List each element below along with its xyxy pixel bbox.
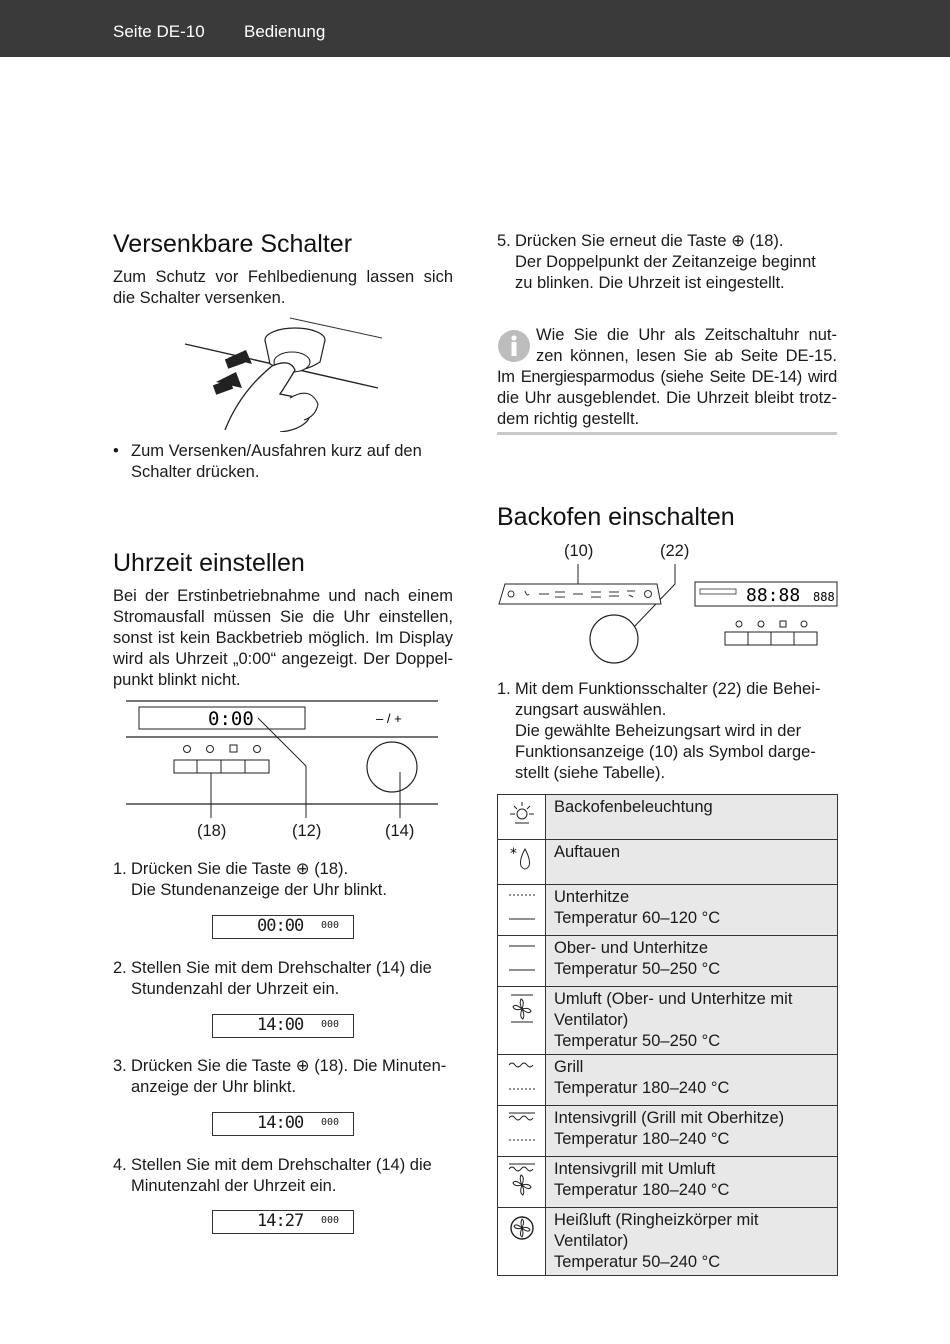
uhr-step-5	[497, 231, 842, 294]
intensive-grill-fan-icon	[498, 1157, 546, 1208]
text-line: Stellen Sie mit dem Drehschalter (14) die	[131, 1156, 432, 1174]
page-number: Seite DE-10	[113, 22, 205, 41]
text-line: zungsart auswählen.	[515, 701, 667, 719]
table-row	[498, 1157, 838, 1208]
text-line: die Uhr ausgeblendet. Die Uhrzeit bleibt trotz-	[497, 389, 837, 407]
label-18: (18)	[197, 822, 227, 840]
step-number: 1.	[113, 860, 127, 878]
step-number: 1.	[497, 680, 511, 698]
duration-icon	[230, 745, 237, 752]
uhr-step-4	[113, 1155, 458, 1197]
heading-backofen-einschalten: Backofen einschalten	[497, 503, 735, 531]
lcd-display-step-4	[212, 1210, 354, 1234]
uhr-step-1	[113, 859, 458, 901]
bottom-heat-icon	[498, 885, 546, 936]
mode-label: Auftauen	[554, 843, 621, 861]
lcd-display-step-2	[212, 1014, 354, 1038]
table-row	[498, 936, 838, 987]
text-line: Im Energiesparmodus (siehe Seite DE-14) wird	[497, 368, 837, 386]
lcd-time: 14:00	[257, 1015, 304, 1035]
text-line: Stellen Sie mit dem Drehschalter (14) die	[131, 959, 432, 977]
lcd-display-step-3	[212, 1112, 354, 1136]
table-row	[498, 795, 838, 840]
text-line: punkt blinkt nicht.	[113, 671, 241, 689]
text-line: Drücken Sie die Taste ⊕ (18).	[131, 860, 349, 878]
table-row	[498, 1208, 838, 1276]
uhrzeit-intro	[113, 586, 453, 691]
label-22: (22)	[660, 542, 690, 560]
text-line: Stromausfall müssen Sie die Uhr einstellen,	[113, 608, 453, 626]
text-line: wird als Uhrzeit „0:00“ angezeigt. Der Doppel-	[113, 650, 453, 668]
mode-label: Ober- und Unterhitze	[554, 939, 709, 957]
oven-panel-diagram	[497, 560, 838, 666]
mode-label: Ventilator)	[554, 1232, 629, 1250]
heading-uhrzeit-einstellen: Uhrzeit einstellen	[113, 549, 305, 577]
lcd-time: 00:00	[257, 916, 304, 936]
text-line: dem richtig gestellt.	[497, 410, 640, 428]
mode-label: Heißluft (Ringheizkörper mit	[554, 1211, 759, 1229]
backofen-step-1	[497, 679, 842, 784]
uhr-step-3	[113, 1056, 458, 1098]
heading-versenkbare-schalter: Versenkbare Schalter	[113, 230, 353, 258]
hot-air-icon	[498, 1208, 546, 1276]
text-line: Funktionsanzeige (10) als Symbol darge-	[515, 743, 816, 761]
mode-temp: Temperatur 50–250 °C	[554, 960, 721, 978]
heating-modes-table	[497, 794, 838, 1276]
text-line: Schalter drücken.	[131, 463, 260, 481]
mode-label: Intensivgrill (Grill mit Oberhitze)	[554, 1109, 785, 1127]
svg-text:*: *	[509, 846, 517, 862]
bullet-versenken	[113, 441, 453, 483]
oven-display-time: 88:88	[746, 585, 801, 606]
grill-icon	[498, 1055, 546, 1106]
mode-label: Grill	[554, 1058, 584, 1076]
label-10: (10)	[564, 542, 594, 560]
text-line: Bei der Erstinbetriebnahme und nach einem	[113, 587, 453, 605]
text-line: Zum Schutz vor Fehlbedienung lassen sich	[113, 268, 453, 286]
panel-display-text: 0:00	[208, 708, 254, 730]
fan-top-bottom-icon	[498, 987, 546, 1055]
mode-temp: Temperatur 50–250 °C	[554, 1032, 721, 1050]
text-line: Wie Sie die Uhr als Zeitschaltuhr nut-	[536, 326, 837, 344]
text-line: Die Stundenanzeige der Uhr blinkt.	[131, 881, 387, 899]
lcd-small: 000	[321, 1215, 340, 1226]
text-line: zen können, lesen Sie ab Seite DE-15.	[536, 347, 837, 365]
mode-label: Unterhitze	[554, 888, 630, 906]
lcd-display-step-1	[212, 915, 354, 939]
table-row	[498, 840, 838, 885]
end-time-icon	[254, 746, 261, 753]
table-row	[498, 987, 838, 1055]
bullet-icon: •	[113, 442, 119, 460]
text-line: Der Doppelpunkt der Zeitanzeige beginnt	[515, 253, 816, 271]
note-divider	[497, 432, 837, 435]
lcd-small: 000	[321, 1117, 340, 1128]
label-14: (14)	[385, 822, 415, 840]
uhr-step-2	[113, 958, 458, 1000]
mode-temp: Temperatur 180–240 °C	[554, 1079, 730, 1097]
text-line: stellt (siehe Tabelle).	[515, 764, 666, 782]
top-bottom-heat-icon	[498, 936, 546, 987]
lamp-icon	[498, 795, 546, 840]
function-knob	[590, 615, 638, 663]
mode-label: Ventilator)	[554, 1011, 629, 1029]
knob-press-illustration	[180, 312, 390, 432]
text-line: sonst ist kein Backbetrieb möglich. Im Display	[113, 629, 453, 647]
section-name: Bedienung	[244, 22, 326, 41]
step-number: 3.	[113, 1057, 127, 1075]
step-number: 4.	[113, 1156, 127, 1174]
label-12: (12)	[292, 822, 322, 840]
text-line: Zum Versenken/Ausfahren kurz auf den	[131, 442, 422, 460]
lcd-time: 14:00	[257, 1113, 304, 1133]
plus-minus-label: – / +	[376, 711, 402, 726]
table-row	[498, 1106, 838, 1157]
versenkbar-intro	[113, 267, 453, 309]
mode-label: Umluft (Ober- und Unterhitze mit	[554, 990, 793, 1008]
mode-temp: Temperatur 180–240 °C	[554, 1130, 730, 1148]
info-note	[497, 325, 837, 430]
table-row	[498, 1055, 838, 1106]
text-line: Mit dem Funktionsschalter (22) die Behei-	[515, 680, 821, 698]
mode-temp: Temperatur 50–240 °C	[554, 1253, 721, 1271]
text-line: Drücken Sie erneut die Taste ⊕ (18).	[515, 232, 784, 250]
step-number: 2.	[113, 959, 127, 977]
text-line: die Schalter versenken.	[113, 289, 286, 307]
defrost-icon	[498, 840, 546, 885]
lcd-small: 000	[321, 1019, 340, 1030]
mode-label: Backofenbeleuchtung	[554, 798, 713, 816]
lcd-small: 000	[321, 920, 340, 931]
intensive-grill-icon	[498, 1106, 546, 1157]
alarm-icon	[184, 746, 191, 753]
step-number: 5.	[497, 232, 511, 250]
rotary-knob	[367, 742, 417, 792]
mode-temp: Temperatur 180–240 °C	[554, 1181, 730, 1199]
oven-display-small: 888	[813, 590, 835, 604]
text-line: Drücken Sie die Taste ⊕ (18). Die Minuten-	[131, 1057, 447, 1075]
mode-label: Intensivgrill mit Umluft	[554, 1160, 716, 1178]
lcd-time: 14:27	[257, 1211, 304, 1231]
text-line: zu blinken. Die Uhrzeit ist eingestellt.	[515, 274, 785, 292]
text-line: anzeige der Uhr blinkt.	[131, 1078, 297, 1096]
text-line: Die gewählte Beheizungsart wird in der	[515, 722, 802, 740]
text-line: Stundenzahl der Uhrzeit ein.	[131, 980, 340, 998]
page-header	[0, 0, 950, 57]
text-line: Minutenzahl der Uhrzeit ein.	[131, 1177, 337, 1195]
clock-icon	[207, 746, 214, 753]
mode-temp: Temperatur 60–120 °C	[554, 909, 721, 927]
table-row	[498, 885, 838, 936]
